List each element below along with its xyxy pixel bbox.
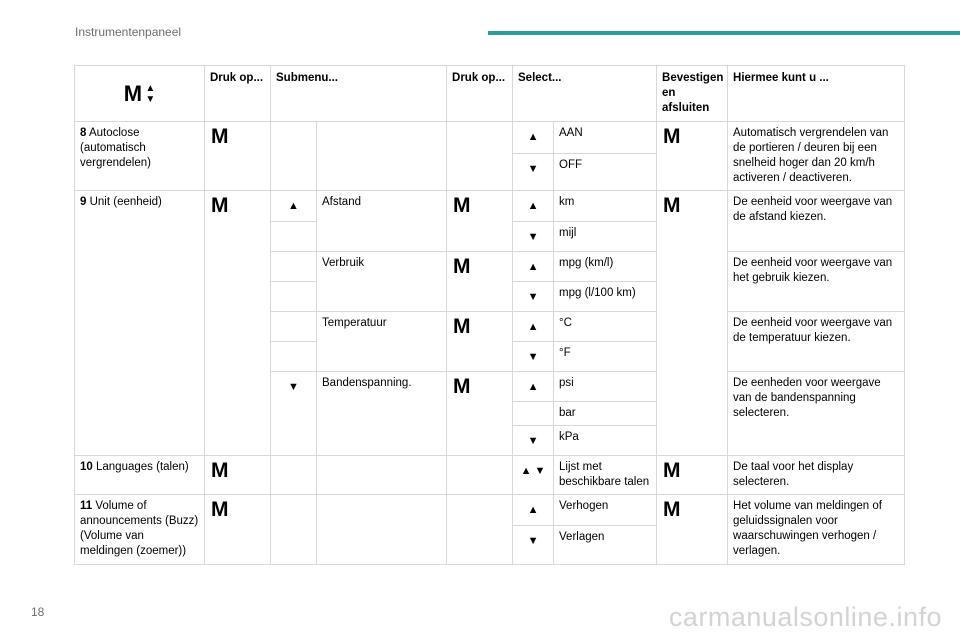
table-row <box>75 456 905 495</box>
m-key-icon: M <box>657 456 728 495</box>
option-value: kPa <box>554 426 657 456</box>
up-arrow-icon: ▲ <box>145 83 156 94</box>
m-key-icon: M <box>657 495 728 565</box>
m-key-icon: M <box>205 495 271 565</box>
option-value: mpg (km/l) <box>554 252 657 282</box>
up-arrow-icon: ▲ <box>513 252 554 282</box>
up-arrow-icon: ▲ <box>513 122 554 154</box>
settings-table <box>74 65 905 565</box>
up-arrow-icon: ▲ <box>513 372 554 402</box>
up-arrow-icon: ▲ <box>271 191 317 222</box>
m-key-icon: M <box>447 252 513 312</box>
option-value: bar <box>554 402 657 426</box>
header-accent-bar <box>488 31 960 35</box>
submenu-label: Temperatuur <box>317 312 447 372</box>
section-title: Instrumentenpaneel <box>75 25 182 39</box>
table-header-row <box>75 66 905 122</box>
m-key-icon: M <box>447 312 513 372</box>
m-key-icon: M <box>447 191 513 252</box>
option-value: psi <box>554 372 657 402</box>
table-row <box>75 122 905 154</box>
submenu-label: Afstand <box>317 191 447 252</box>
down-arrow-icon: ▼ <box>513 222 554 252</box>
setting-label: 8 Autoclose (automatisch vergrendelen) <box>75 122 205 191</box>
m-key-icon: M <box>447 372 513 456</box>
table-row <box>75 191 905 222</box>
option-value: OFF <box>554 154 657 191</box>
option-value: mpg (l/100 km) <box>554 282 657 312</box>
m-key-icon: M <box>657 122 728 191</box>
m-up-down-icon <box>75 66 205 122</box>
submenu-label: Verbruik <box>317 252 447 312</box>
option-value: Verlagen <box>554 526 657 565</box>
page-number: 18 <box>31 605 45 619</box>
down-arrow-icon: ▼ <box>513 342 554 372</box>
column-header: Hiermee kunt u ... <box>728 66 905 122</box>
description: De eenheid voor weergave van de afstand kiezen. <box>728 191 905 252</box>
up-arrow-icon: ▲ <box>513 312 554 342</box>
description: De eenheid voor weergave van het gebruik kiezen. <box>728 252 905 312</box>
description: De eenheid voor weergave van de temperatuur kiezen. <box>728 312 905 372</box>
column-header: Submenu... <box>271 66 447 122</box>
down-arrow-icon: ▼ <box>513 282 554 312</box>
column-header: Druk op... <box>447 66 513 122</box>
setting-label: 11 Volume of announcements (Buzz) (Volume van meldingen (zoemer)) <box>75 495 205 565</box>
description: De taal voor het display selecteren. <box>728 456 905 495</box>
setting-label: 9 Unit (eenheid) <box>75 191 205 456</box>
option-value: km <box>554 191 657 222</box>
option-value: Verhogen <box>554 495 657 526</box>
down-arrow-icon: ▼ <box>513 154 554 191</box>
setting-label: 10 Languages (talen) <box>75 456 205 495</box>
description: De eenheden voor weergave van de bandenspanning selecteren. <box>728 372 905 456</box>
up-down-arrow-icon: ▲ ▼ <box>513 456 554 495</box>
table-row <box>75 495 905 526</box>
column-header: Druk op... <box>205 66 271 122</box>
description: Automatisch vergrendelen van de portieren / deuren bij een snelheid hoger dan 20 km/h activeren / deactiveren. <box>728 122 905 191</box>
m-key-icon: M <box>205 122 271 191</box>
down-arrow-icon: ▼ <box>513 526 554 565</box>
option-value: °F <box>554 342 657 372</box>
m-key-icon: M <box>657 191 728 456</box>
submenu-label: Bandenspanning. <box>317 372 447 456</box>
column-header: Select... <box>513 66 657 122</box>
option-value: Lijst met beschikbare talen <box>554 456 657 495</box>
option-value: °C <box>554 312 657 342</box>
down-arrow-icon: ▼ <box>145 94 156 105</box>
watermark: carmanualsonline.info <box>668 602 942 632</box>
down-arrow-icon: ▼ <box>513 426 554 456</box>
description: Het volume van meldingen of geluidssignalen voor waarschuwingen verhogen / verlagen. <box>728 495 905 565</box>
down-arrow-icon: ▼ <box>271 372 317 456</box>
m-key-icon: M <box>205 456 271 495</box>
option-value: AAN <box>554 122 657 154</box>
m-key-icon: M <box>205 191 271 456</box>
m-key-icon: M <box>123 81 143 106</box>
up-arrow-icon: ▲ <box>513 495 554 526</box>
option-value: mijl <box>554 222 657 252</box>
up-arrow-icon: ▲ <box>513 191 554 222</box>
column-header: Bevestigen en afsluiten <box>657 66 728 122</box>
